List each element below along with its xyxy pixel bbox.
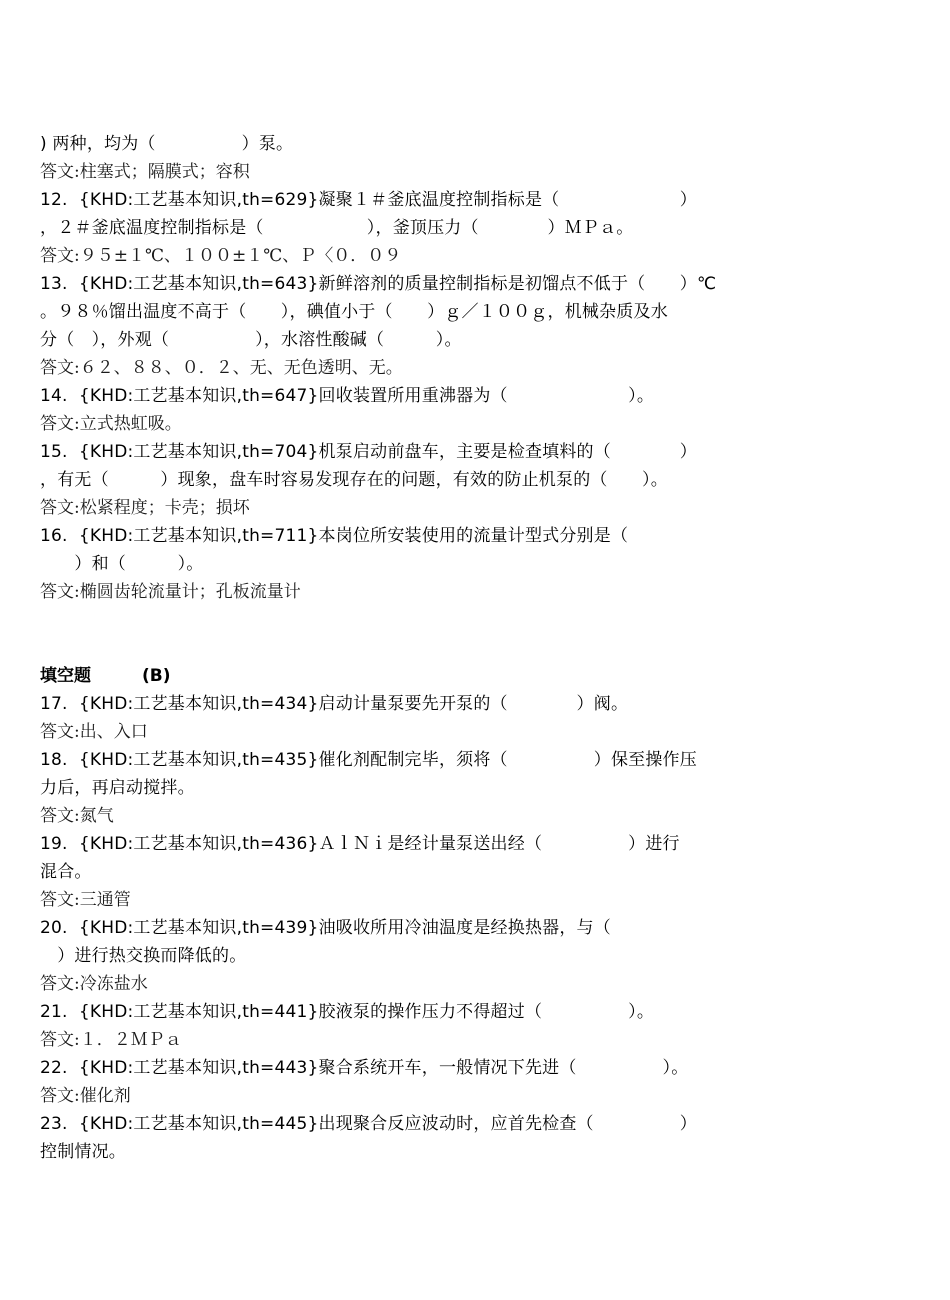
question-19-line-2: 混合。 xyxy=(40,862,92,882)
question-20-line-2: ）进行热交换而降低的。 xyxy=(40,946,247,966)
question-14-line-1: 14. {KHD:工艺基本知识,th=647}回收装置所用重沸器为（ ）。 xyxy=(40,386,655,406)
question-19-line-1: 19. {KHD:工艺基本知识,th=436}ＡｌＮｉ是经计量泵送出经（ ）进行 xyxy=(40,834,680,854)
question-12-line-1: 12. {KHD:工艺基本知识,th=629}凝聚１＃釜底温度控制指标是（ ） xyxy=(40,190,697,210)
question-13-line-3: 分（ ），外观（ ），水溶性酸碱（ ）。 xyxy=(40,330,462,350)
question-17-line-1: 17. {KHD:工艺基本知识,th=434}启动计量泵要先开泵的（ ）阀。 xyxy=(40,694,629,714)
question-21-line-1: 21. {KHD:工艺基本知识,th=441}胶液泵的操作压力不得超过（ ）。 xyxy=(40,1002,655,1022)
answer-14: 答文:立式热虹吸。 xyxy=(40,414,182,434)
question-18-line-2: 力后，再启动搅拌。 xyxy=(40,778,195,798)
question-18-line-1: 18. {KHD:工艺基本知识,th=435}催化剂配制完毕，须将（ ）保至操作压 xyxy=(40,750,697,770)
question-15-line-1: 15. {KHD:工艺基本知识,th=704}机泵启动前盘车，主要是检查填料的（ ） xyxy=(40,442,697,462)
answer-16: 答文:椭圆齿轮流量计；孔板流量计 xyxy=(40,582,301,602)
answer-21: 答文:１．２ＭＰａ xyxy=(40,1030,182,1050)
answer-22: 答文:催化剂 xyxy=(40,1086,131,1106)
question-23-line-1: 23. {KHD:工艺基本知识,th=445}出现聚合反应波动时，应首先检查（ ） xyxy=(40,1114,697,1134)
answer-17: 答文:出、入口 xyxy=(40,722,148,742)
question-13-line-1: 13. {KHD:工艺基本知识,th=643}新鲜溶剂的质量控制指标是初馏点不低于（ ）℃ xyxy=(40,274,717,294)
question-16-line-1: 16. {KHD:工艺基本知识,th=711}本岗位所安装使用的流量计型式分别是（ xyxy=(40,526,629,546)
question-20-line-1: 20. {KHD:工艺基本知识,th=439}油吸收所用冷油温度是经换热器，与（ xyxy=(40,918,611,938)
question-15-line-2: ，有无（ ）现象，盘车时容易发现存在的问题，有效的防止机泵的（ ）。 xyxy=(40,470,668,490)
answer-15: 答文:松紧程度；卡壳；损坏 xyxy=(40,498,250,518)
question-23-line-2: 控制情况。 xyxy=(40,1142,126,1162)
answer-20: 答文:冷冻盐水 xyxy=(40,974,148,994)
question-12-line-2: ，２＃釜底温度控制指标是（ ），釜顶压力（ ）ＭＰａ。 xyxy=(40,218,634,238)
answer-11: 答文:柱塞式；隔膜式；容积 xyxy=(40,162,250,182)
answer-13: 答文:６２、８８、０．２、无、无色透明、无。 xyxy=(40,358,403,378)
answer-19: 答文:三通管 xyxy=(40,890,131,910)
answer-18: 答文:氮气 xyxy=(40,806,114,826)
question-11-line-2: ) 两种，均为（ ）泵。 xyxy=(40,134,294,154)
answer-12: 答文:９５±１℃、１００±１℃、Ｐ〈０．０９ xyxy=(40,246,402,266)
question-13-line-2: 。９８％馏出温度不高于（ ），碘值小于（ ）ｇ／１００ｇ，机械杂质及水 xyxy=(40,302,668,322)
section-heading: 填空题 (B) xyxy=(40,666,171,686)
question-16-line-2: ）和（ ）。 xyxy=(40,554,204,574)
question-22-line-1: 22. {KHD:工艺基本知识,th=443}聚合系统开车，一般情况下先进（ ）。 xyxy=(40,1058,689,1078)
